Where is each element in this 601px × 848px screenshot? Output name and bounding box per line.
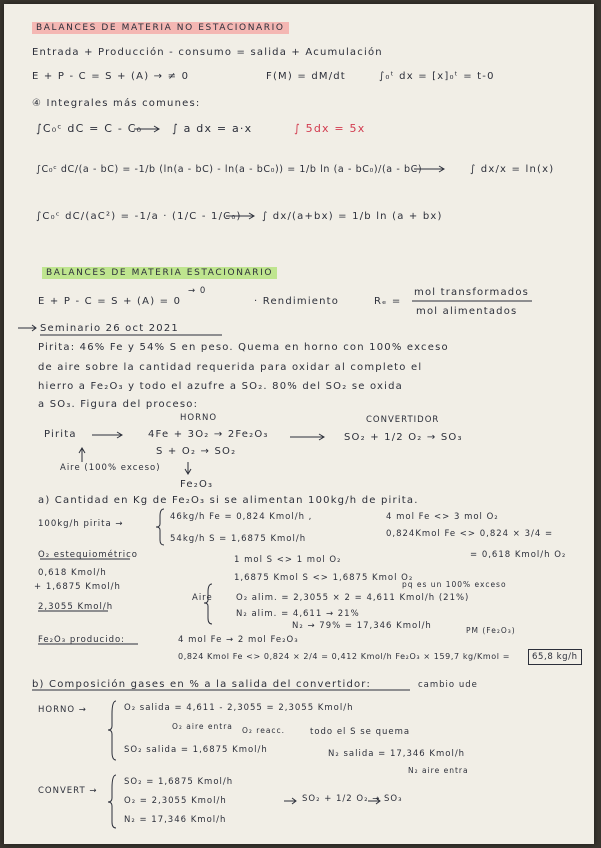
steady-balance-equation: E + P - C = S + (A) = 0 — [38, 296, 182, 307]
integral-log: ∫ dx/x = ln(x) — [470, 164, 555, 175]
problem-line: hierro a Fe₂O₃ y todo el azufre a SO₂. 80% del SO₂ se oxida — [38, 381, 403, 392]
converter-inlet-label: CONVERT → — [38, 786, 98, 796]
iron-oxide-result: 65,8 kg/h — [528, 649, 582, 665]
integral-example: ∫ 5dx = 5x — [294, 122, 366, 135]
section-title-non-steady: BALANCES DE MATERIA NO ESTACIONARIO — [32, 22, 289, 34]
converter-oxygen: O₂ = 2,3055 Kmol/h — [124, 796, 227, 806]
stoichiometric-oxygen-label: O₂ estequiométrico — [38, 550, 138, 560]
problem-line: de aire sobre la cantidad requerida para oxidar al completo el — [38, 362, 423, 373]
oxygen-sum-total: 2,3055 Kmol/h — [38, 602, 114, 612]
integrals-heading: ④ Integrales más comunes: — [32, 98, 201, 109]
problem-line: Pirita: 46% Fe y 54% S en peso. Quema en horno con 100% exceso — [38, 342, 449, 353]
converter-label: CONVERTIDOR — [366, 415, 440, 425]
furnace-label: HORNO — [180, 413, 218, 423]
yield-symbol: Rₑ = — [374, 296, 402, 307]
yield-numerator: mol transformados — [414, 287, 530, 298]
time-integral: ∫₀ᵗ dx = [x]₀ᵗ = t-0 — [379, 71, 495, 82]
iron-oxide-output: Fe₂O₃ — [180, 479, 214, 490]
furnace-outlet-label: HORNO → — [38, 705, 87, 715]
seminar-date: Seminario 26 oct 2021 — [40, 323, 179, 334]
sulfur-dioxide-outlet: SO₂ salida = 1,6875 Kmol/h — [124, 745, 268, 755]
sulfur-oxygen-ratio: 1 mol S <> 1 mol O₂ — [234, 555, 342, 565]
reaction-sulfur: S + O₂ → SO₂ — [156, 446, 237, 457]
nitrogen-fed: N₂ alim. = 4,611 → 21% — [236, 609, 360, 619]
air-label: Aire — [192, 593, 213, 603]
general-balance-equation: E + P - C = S + (A) → ≠ 0 — [32, 71, 190, 82]
molar-mass-note: PM (Fe₂O₃) — [466, 626, 516, 635]
reaction-iron: 4Fe + 3O₂ → 2Fe₂O₃ — [148, 429, 269, 440]
oxygen-sum-term: + 1,6875 Kmol/h — [34, 582, 121, 592]
question-b: b) Composición gases en % a la salida del convertidor: — [32, 679, 372, 690]
iron-oxide-ratio: 4 mol Fe → 2 mol Fe₂O₃ — [178, 635, 299, 645]
oxygen-reacted-note: O₂ reacc. — [242, 726, 286, 735]
all-sulfur-burns-note: todo el S se quema — [310, 727, 411, 737]
nitrogen-outlet: N₂ salida = 17,346 Kmol/h — [328, 749, 466, 759]
integral-linear-denominator: ∫ dx/(a+bx) = 1/b ln (a + bx) — [262, 211, 443, 222]
section-title-steady: BALANCES DE MATERIA ESTACIONARIO — [42, 267, 277, 279]
pyrite-input: Pirita — [44, 429, 77, 440]
iron-oxygen-calc: 0,824Kmol Fe <> 0,824 × 3/4 = — [386, 529, 554, 539]
air-input: Aire (100% exceso) — [60, 463, 161, 473]
sulfur-oxygen-calc: 1,6875 Kmol S <> 1,6875 Kmol O₂ — [234, 573, 414, 583]
unit-change-note: cambio ude — [418, 680, 478, 690]
oxygen-air-in-note: O₂ aire entra — [172, 722, 233, 731]
converter-reaction: SO₂ + 1/2 O₂ → SO₃ — [302, 794, 403, 804]
mass-derivative: F(M) = dM/dt — [266, 71, 346, 82]
iron-oxide-produced-label: Fe₂O₃ producido: — [38, 635, 126, 645]
general-balance-words: Entrada + Producción - consumo = salida + Acumulación — [32, 47, 383, 58]
iron-oxide-calc: 0,824 Kmol Fe <> 0,824 × 2/4 = 0,412 Kmol/h Fe₂O₃ × 159,7 kg/Kmol = — [178, 652, 511, 661]
oxygen-outlet: O₂ salida = 4,611 - 2,3055 = 2,3055 Kmol/h — [124, 703, 354, 713]
integral-constant: ∫ a dx = a·x — [172, 122, 253, 135]
sulfur-feed: 54kg/h S = 1,6875 Kmol/h — [170, 534, 307, 544]
yield-denominator: mol alimentados — [416, 306, 518, 317]
reaction-sulfur-dioxide: SO₂ + 1/2 O₂ → SO₃ — [344, 432, 463, 443]
pen-strokes — [4, 4, 594, 844]
oxygen-sum-term: 0,618 Kmol/h — [38, 568, 107, 578]
accumulation-zero-note: → 0 — [188, 286, 207, 296]
iron-feed: 46kg/h Fe = 0,824 Kmol/h , — [170, 512, 313, 522]
converter-nitrogen: N₂ = 17,346 Kmol/h — [124, 815, 227, 825]
iron-oxygen-ratio: 4 mol Fe <> 3 mol O₂ — [386, 512, 499, 522]
excess-note: pq es un 100% exceso — [402, 580, 507, 589]
nitrogen-air-in-note: N₂ aire entra — [408, 766, 469, 775]
integral-quadratic: ∫C₀ᶜ dC/(aC²) = -1/a · (1/C - 1/C₀) — [36, 211, 242, 222]
oxygen-fed: O₂ alim. = 2,3055 × 2 = 4,611 Kmol/h (21%) — [236, 593, 470, 603]
question-a: a) Cantidad en Kg de Fe₂O₃ si se alimentan 100kg/h de pirita. — [38, 495, 419, 506]
yield-label: · Rendimiento — [254, 296, 340, 307]
integral-linear: ∫C₀ᶜ dC/(a - bC) = -1/b (ln(a - bC) - ln(a - bC₀)) = 1/b ln (a - bC₀)/(a - bC) — [36, 164, 423, 175]
converter-sulfur-dioxide: SO₂ = 1,6875 Kmol/h — [124, 777, 234, 787]
iron-oxygen-result: = 0,618 Kmol/h O₂ — [470, 550, 567, 560]
notebook-page — [4, 4, 594, 844]
integral-dc: ∫C₀ᶜ dC = C - C₀ — [36, 122, 143, 135]
problem-line: a SO₃. Figura del proceso: — [38, 399, 199, 410]
nitrogen-calc: N₂ → 79% = 17,346 Kmol/h — [292, 621, 432, 631]
pyrite-feed: 100kg/h pirita → — [38, 519, 124, 529]
